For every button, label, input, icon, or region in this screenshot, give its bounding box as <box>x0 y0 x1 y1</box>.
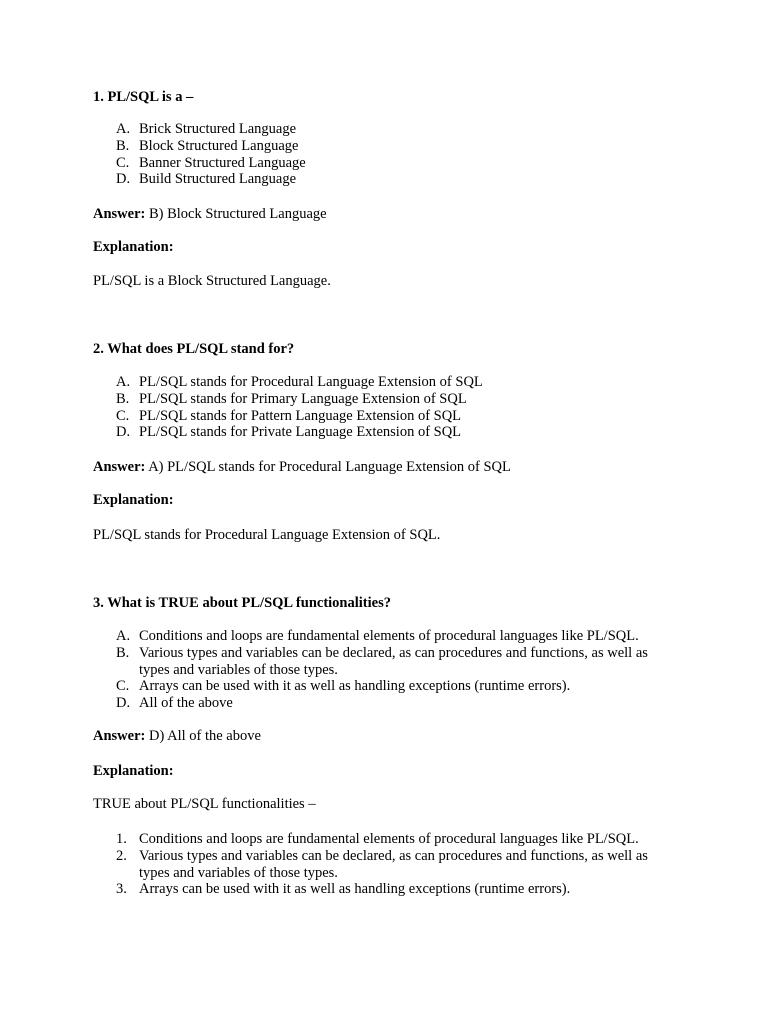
question-2 <box>93 341 693 358</box>
explanation-items <box>93 831 693 898</box>
answer-text: B) Block Structured Language <box>148 206 327 222</box>
answer-line <box>93 728 693 745</box>
question-3 <box>93 595 693 612</box>
option-b: B. Block Structured Language <box>116 137 299 154</box>
option-a: A. PL/SQL stands for Procedural Language Extension of SQL <box>116 374 483 390</box>
explanation-item-1: 1. Conditions and loops are fundamental elements of procedural languages like PL/SQL. <box>116 831 639 847</box>
option-c: C. Arrays can be used with it as well as handling exceptions (runtime errors). <box>116 678 571 695</box>
answer-label: Answer: <box>93 206 146 222</box>
answer-text: A) PL/SQL stands for Procedural Language Extension of SQL <box>148 459 511 475</box>
question-title: 3. What is TRUE about PL/SQL functionalities? <box>93 595 391 611</box>
options-list <box>93 628 693 712</box>
option-b: B. PL/SQL stands for Primary Language Extension of SQL <box>116 390 467 407</box>
option-d: D. All of the above <box>116 695 233 712</box>
explanation-list <box>93 831 693 898</box>
explanation-heading: Explanation: <box>93 492 174 508</box>
option-c: C. Banner Structured Language <box>116 154 306 171</box>
answer-text: D) All of the above <box>148 728 261 744</box>
question-3-options <box>93 628 693 712</box>
answer-label: Answer: <box>93 459 146 475</box>
explanation-item-2: 2. Various types and variables can be declared, as can procedures and functions, as well as types and variables of those types. <box>116 847 648 881</box>
question-1 <box>93 89 693 106</box>
question-title: 1. PL/SQL is a – <box>93 89 194 105</box>
answer-label: Answer: <box>93 728 146 744</box>
option-a: A. Conditions and loops are fundamental elements of procedural languages like PL/SQL. <box>116 628 639 644</box>
options-list <box>93 121 693 188</box>
option-b: B. Various types and variables can be declared, as can procedures and functions, as well as types and variables of those types. <box>116 644 648 678</box>
question-1-options <box>93 121 693 188</box>
explanation-text: PL/SQL stands for Procedural Language Extension of SQL. <box>93 527 441 543</box>
explanation-heading: Explanation: <box>93 239 174 255</box>
answer-line <box>93 459 693 476</box>
options-list <box>93 374 693 441</box>
option-d: D. PL/SQL stands for Private Language Extension of SQL <box>116 424 462 441</box>
option-a: A. Brick Structured Language <box>116 121 297 137</box>
explanation-text: TRUE about PL/SQL functionalities – <box>93 796 316 812</box>
explanation-item-3: 3. Arrays can be used with it as well as handling exceptions (runtime errors). <box>116 881 571 898</box>
option-d: D. Build Structured Language <box>116 171 297 188</box>
question-title: 2. What does PL/SQL stand for? <box>93 341 295 357</box>
option-c: C. PL/SQL stands for Pattern Language Extension of SQL <box>116 407 462 424</box>
answer-line <box>93 206 693 223</box>
question-2-options <box>93 374 693 441</box>
explanation-text: PL/SQL is a Block Structured Language. <box>93 273 331 289</box>
explanation-heading: Explanation: <box>93 763 174 779</box>
